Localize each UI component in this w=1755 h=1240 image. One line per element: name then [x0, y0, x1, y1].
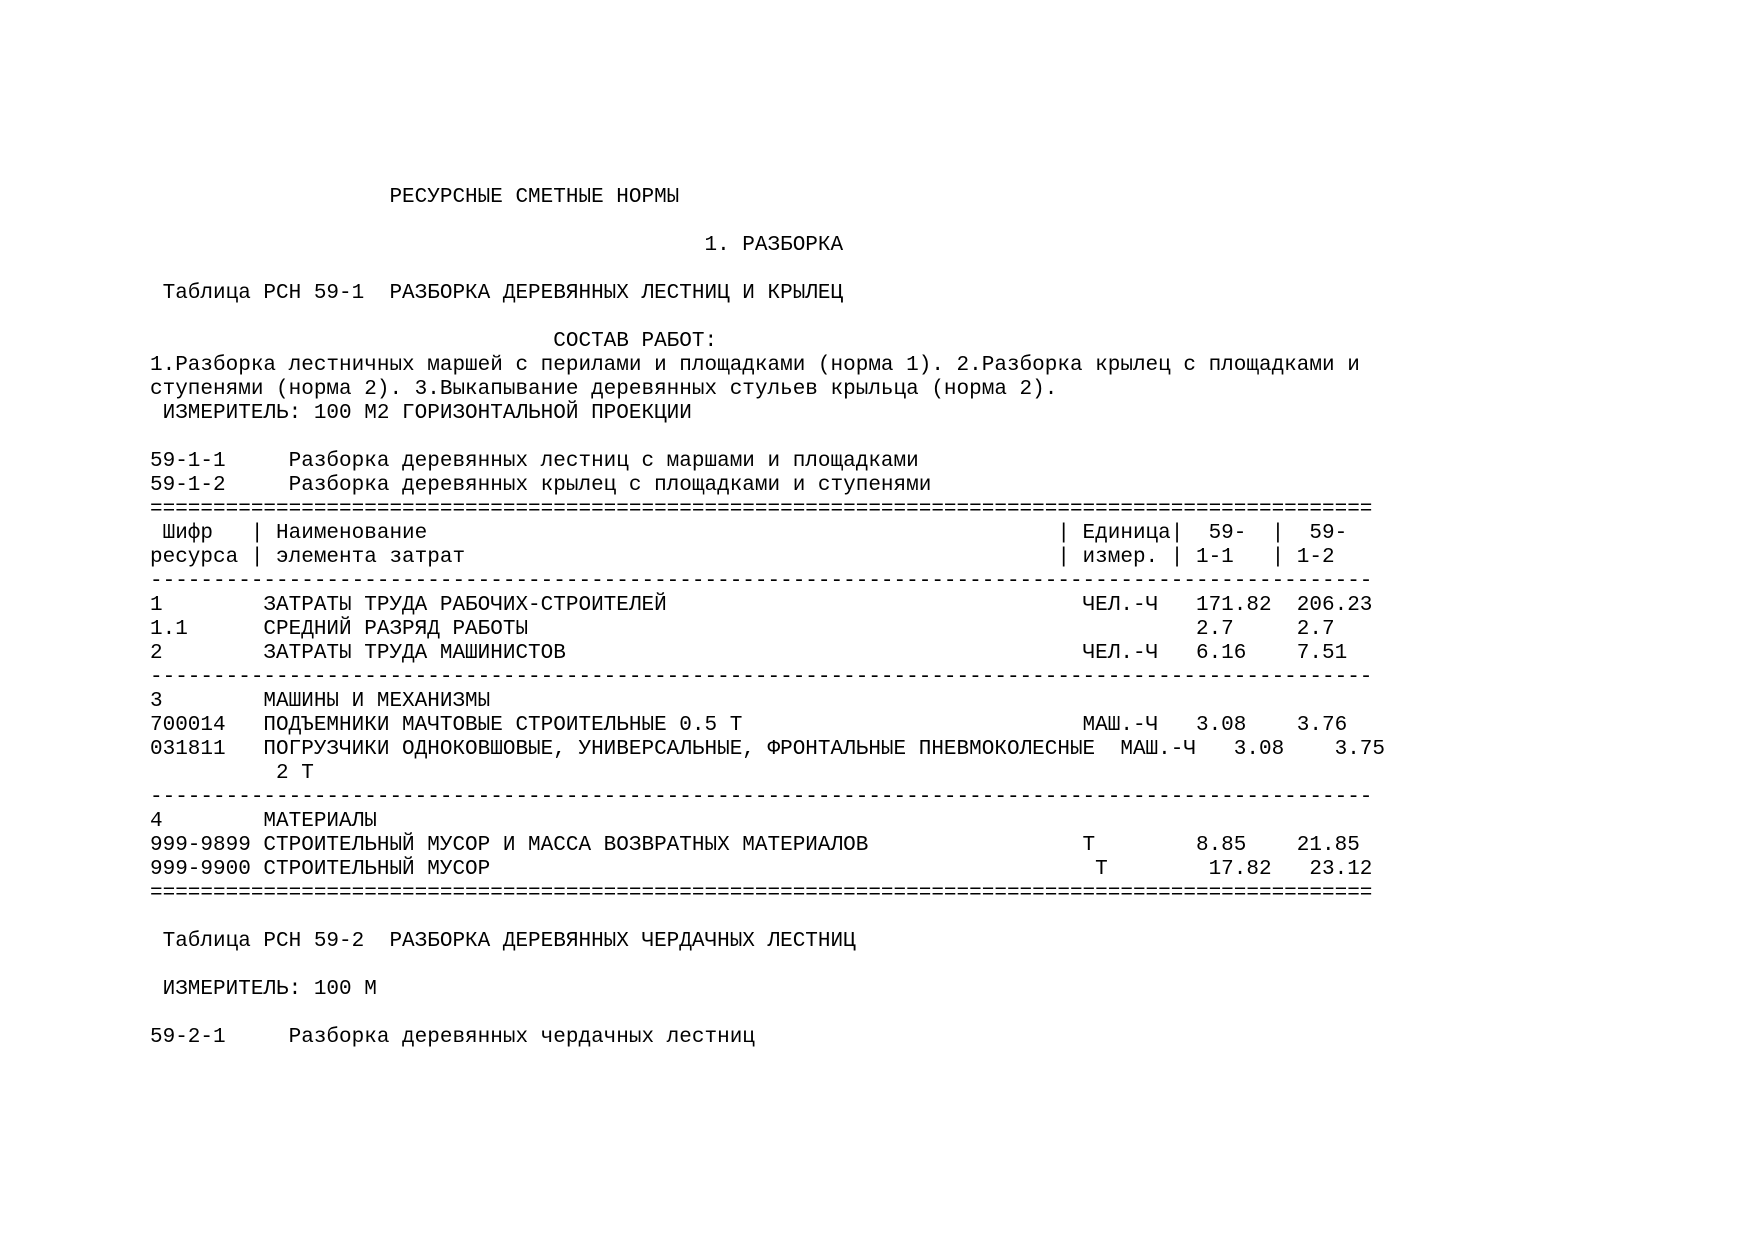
table-row-loaders: 031811 ПОГРУЗЧИКИ ОДНОКОВШОВЫЕ, УНИВЕРСАЛЬНЫЕ, ФРОНТАЛЬНЫЕ ПНЕВМОКОЛЕСНЫЕ МАШ.-Ч 3.08 3.75 [150, 738, 1386, 761]
table1-measure: ИЗМЕРИТЕЛЬ: 100 М2 ГОРИЗОНТАЛЬНОЙ ПРОЕКЦИИ [150, 402, 692, 425]
table-group-rule-2: ------------------------------------------------------------------------------------------------- [150, 786, 1373, 809]
table-row-average-grade: 1.1 СРЕДНИЙ РАЗРЯД РАБОТЫ 2.7 2.7 [150, 618, 1335, 641]
norm-59-1-1: 59-1-1 Разборка деревянных лестниц с маршами и площадками [150, 450, 919, 473]
composition-title: СОСТАВ РАБОТ: [150, 330, 718, 353]
table-row-loaders-continuation: 2 Т [150, 762, 314, 785]
table-header-row-2: ресурса | элемента затрат | измер. | 1-1 | 1-2 [150, 546, 1335, 569]
table-top-double-rule: ================================================================================================= [150, 498, 1373, 521]
table-row-debris-and-returns: 999-9899 СТРОИТЕЛЬНЫЙ МУСОР И МАССА ВОЗВРАТНЫХ МАТЕРИАЛОВ Т 8.85 21.85 [150, 834, 1360, 857]
table-header-rule: ------------------------------------------------------------------------------------------------- [150, 570, 1373, 593]
table-group-rule-1: ------------------------------------------------------------------------------------------------- [150, 666, 1373, 689]
composition-line-1: 1.Разборка лестничных маршей с перилами и площадками (норма 1). 2.Разборка крылец с площадками и [150, 354, 1360, 377]
document-title: РЕСУРСНЫЕ СМЕТНЫЕ НОРМЫ [150, 186, 680, 209]
table2-measure: ИЗМЕРИТЕЛЬ: 100 М [150, 978, 377, 1001]
norm-59-2-1: 59-2-1 Разборка деревянных чердачных лестниц [150, 1026, 755, 1049]
table-row-debris: 999-9900 СТРОИТЕЛЬНЫЙ МУСОР Т 17.82 23.12 [150, 858, 1373, 881]
composition-line-2: ступенями (норма 2). 3.Выкапывание деревянных стульев крыльца (норма 2). [150, 378, 1058, 401]
table-row-materials-group: 4 МАТЕРИАЛЫ [150, 810, 377, 833]
table-row-labor-operators: 2 ЗАТРАТЫ ТРУДА МАШИНИСТОВ ЧЕЛ.-Ч 6.16 7.51 [150, 642, 1348, 665]
table-row-mast-lifts: 700014 ПОДЪЕМНИКИ МАЧТОВЫЕ СТРОИТЕЛЬНЫЕ 0.5 Т МАШ.-Ч 3.08 3.76 [150, 714, 1348, 737]
table-row-machines-group: 3 МАШИНЫ И МЕХАНИЗМЫ [150, 690, 491, 713]
table-bottom-double-rule: ================================================================================================= [150, 882, 1373, 905]
table1-heading: Таблица РСН 59-1 РАЗБОРКА ДЕРЕВЯННЫХ ЛЕСТНИЦ И КРЫЛЕЦ [150, 282, 844, 305]
norm-59-1-2: 59-1-2 Разборка деревянных крылец с площадками и ступенями [150, 474, 932, 497]
section-title: 1. РАЗБОРКА [150, 234, 844, 257]
table2-heading: Таблица РСН 59-2 РАЗБОРКА ДЕРЕВЯННЫХ ЧЕРДАЧНЫХ ЛЕСТНИЦ [150, 930, 856, 953]
table-row-labor-workers: 1 ЗАТРАТЫ ТРУДА РАБОЧИХ-СТРОИТЕЛЕЙ ЧЕЛ.-Ч 171.82 206.23 [150, 594, 1373, 617]
table-header-row-1: Шифр | Наименование | Единица| 59- | 59- [150, 522, 1348, 545]
